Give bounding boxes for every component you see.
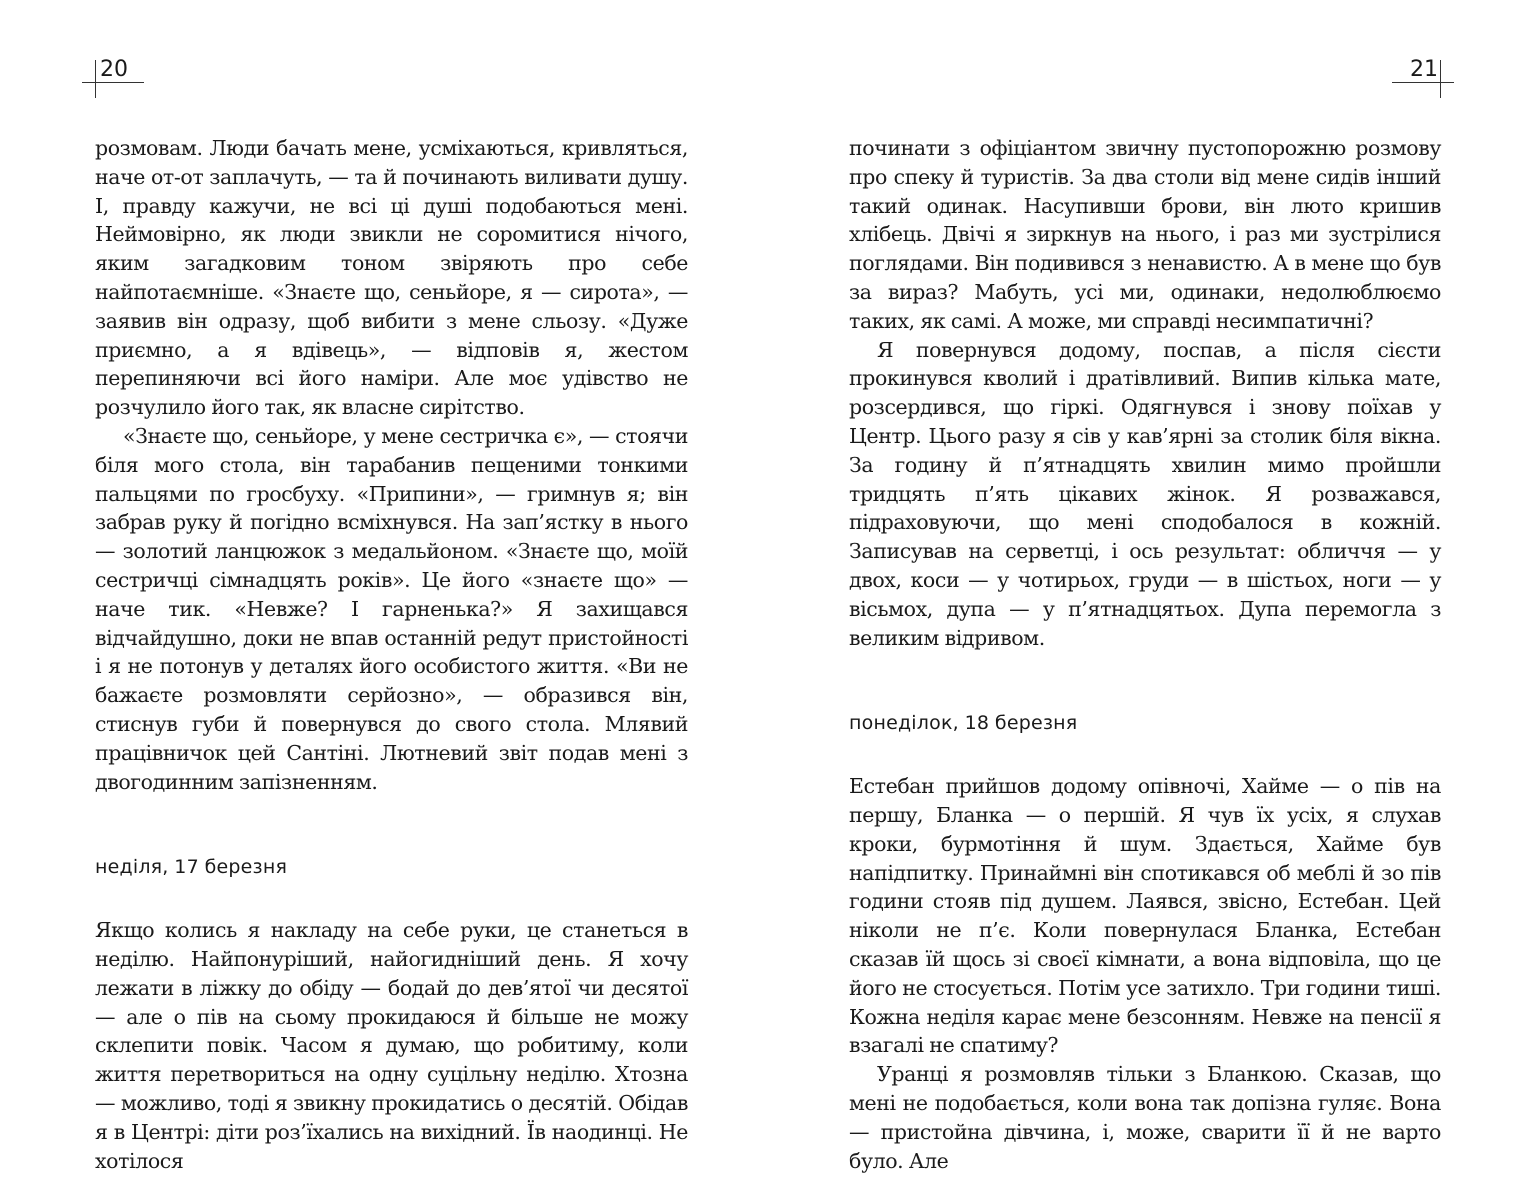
right-paragraph-1: починати з офіціантом звичну пустопорожню розмову про спеку й туристів. За два столи від мене сидів інший такий одинак. Насупивши брови, він люто кришив хлібець. Двічі я зиркнув на нього, і раз ми зустрілися поглядами. Він подивився з ненавистю. А в мене що був за вираз? Мабуть, усі ми, одинаки, недолюблюємо таких, як самі. А може, ми справді несимпатичні? bbox=[849, 136, 1441, 333]
right-paragraph-3: Естебан прийшов додому опівночі, Хайме — о пів на першу, Бланка — о першій. Я чув їх усіх, я слухав кроки, бурмотіння й шум. Здається, Хайме був напідпитку. Принаймні він спотикався об меблі й зо пів години стояв під душем. Лаявся, звісно, Естебан. Цей ніколи не п’є. Коли повернулася Бланка, Естебан сказав їй щось зі своєї кімнати, а вона відповіла, що це його не стосується. Потім усе затихло. Три години тиші. Кожна неділя карає мене безсонням. Невже на пенсії я взагалі не спатиму? bbox=[849, 774, 1441, 1058]
crop-mark-left-vertical bbox=[95, 60, 96, 98]
left-paragraph-3: Якщо колись я накладу на себе руки, це станеться в неділю. Найпонуріший, найогидніший день. Я хочу лежати в ліжку до обіду — бодай до дев’ятої чи десятої — але о пів на сьому прокидаюся й більше не можу склепити повік. Часом я думаю, що робитиму, коли життя перетвориться на одну суцільну неділю. Хтозна — можливо, тоді я звикну прокидатись о десятій. Обідав я в Центрі: діти роз’їхались на вихідний. Їв наодинці. Не хотілося bbox=[95, 918, 688, 1173]
page-number-right: 21 bbox=[1410, 57, 1438, 82]
right-paragraph-4: Уранці я розмовляв тільки з Бланкою. Сказав, що мені не подобається, коли вона так допізна гуляє. Вона — пристойна дівчина, і, може, сварити її й не варто було. Але bbox=[849, 1062, 1441, 1173]
left-page-text bbox=[95, 134, 688, 1175]
right-page-text bbox=[849, 134, 1441, 1175]
date-heading-sunday: неділя, 17 березня bbox=[95, 856, 288, 879]
left-paragraph-2: «Знаєте що, сеньйоре, у мене сестричка є», — стоячи біля мого стола, він тарабанив пещеними тонкими пальцями по гросбуху. «Припини», — гримнув я; він забрав руку й погідно всміхнувся. На зап’ястку в нього — золотий ланцюжок з медальйоном. «Знаєте що, моїй сестричці сімнадцять років». Це його «знаєте що» — наче тик. «Невже? І гарненька?» Я захищався відчайдушно, доки не впав останній редут пристойності і я не потонув у деталях його особистого життя. «Ви не бажаєте розмовляти серйозно», — образився він, стиснув губи й повернувся до свого стола. Млявий працівничок цей Сантіні. Лютневий звіт подав мені з двогодинним запізненням. bbox=[95, 423, 688, 794]
left-paragraph-1: розмовам. Люди бачать мене, усміхаються, кривляться, наче от-от заплачуть, — та й починають виливати душу. І, правду кажучи, не всі ці душі подобаються мені. Неймовірно, як люди звикли не соромитися нічого, яким загадковим тоном звіряють про себе найпотаємніше. «Знаєте що, сеньйоре, я — сирота», — заявив він одразу, щоб вибити з мене сльозу. «Дуже приємно, а я вдівець», — відповів я, жестом перепиняючи всі його наміри. Але моє удівство не розчулило його так, як власне сирітство. bbox=[95, 136, 688, 420]
right-paragraph-2: Я повернувся додому, поспав, а після сієсти прокинувся кволий і дратівливий. Випив кілька мате, розсердився, що гіркі. Одягнувся і знову поїхав у Центр. Цього разу я сів у кав’ярні за столик біля вікна. За годину й п’ятнадцять хвилин мимо пройшли тридцять п’ять цікавих жінок. Я розважався, підраховуючи, що мені сподобалося в кожній. Записував на серветці, і ось результат: обличчя — у двох, коси — у чотирьох, груди — в шістьох, ноги — у вісьмох, дупа — у п’ятнадцятьох. Дупа перемогла з великим відривом. bbox=[849, 337, 1441, 650]
crop-mark-right-horizontal bbox=[1392, 82, 1454, 83]
crop-mark-left-horizontal bbox=[82, 82, 144, 83]
crop-mark-right-vertical bbox=[1440, 60, 1441, 98]
date-heading-monday: понеділок, 18 березня bbox=[849, 712, 1078, 735]
page-number-left: 20 bbox=[100, 57, 128, 82]
